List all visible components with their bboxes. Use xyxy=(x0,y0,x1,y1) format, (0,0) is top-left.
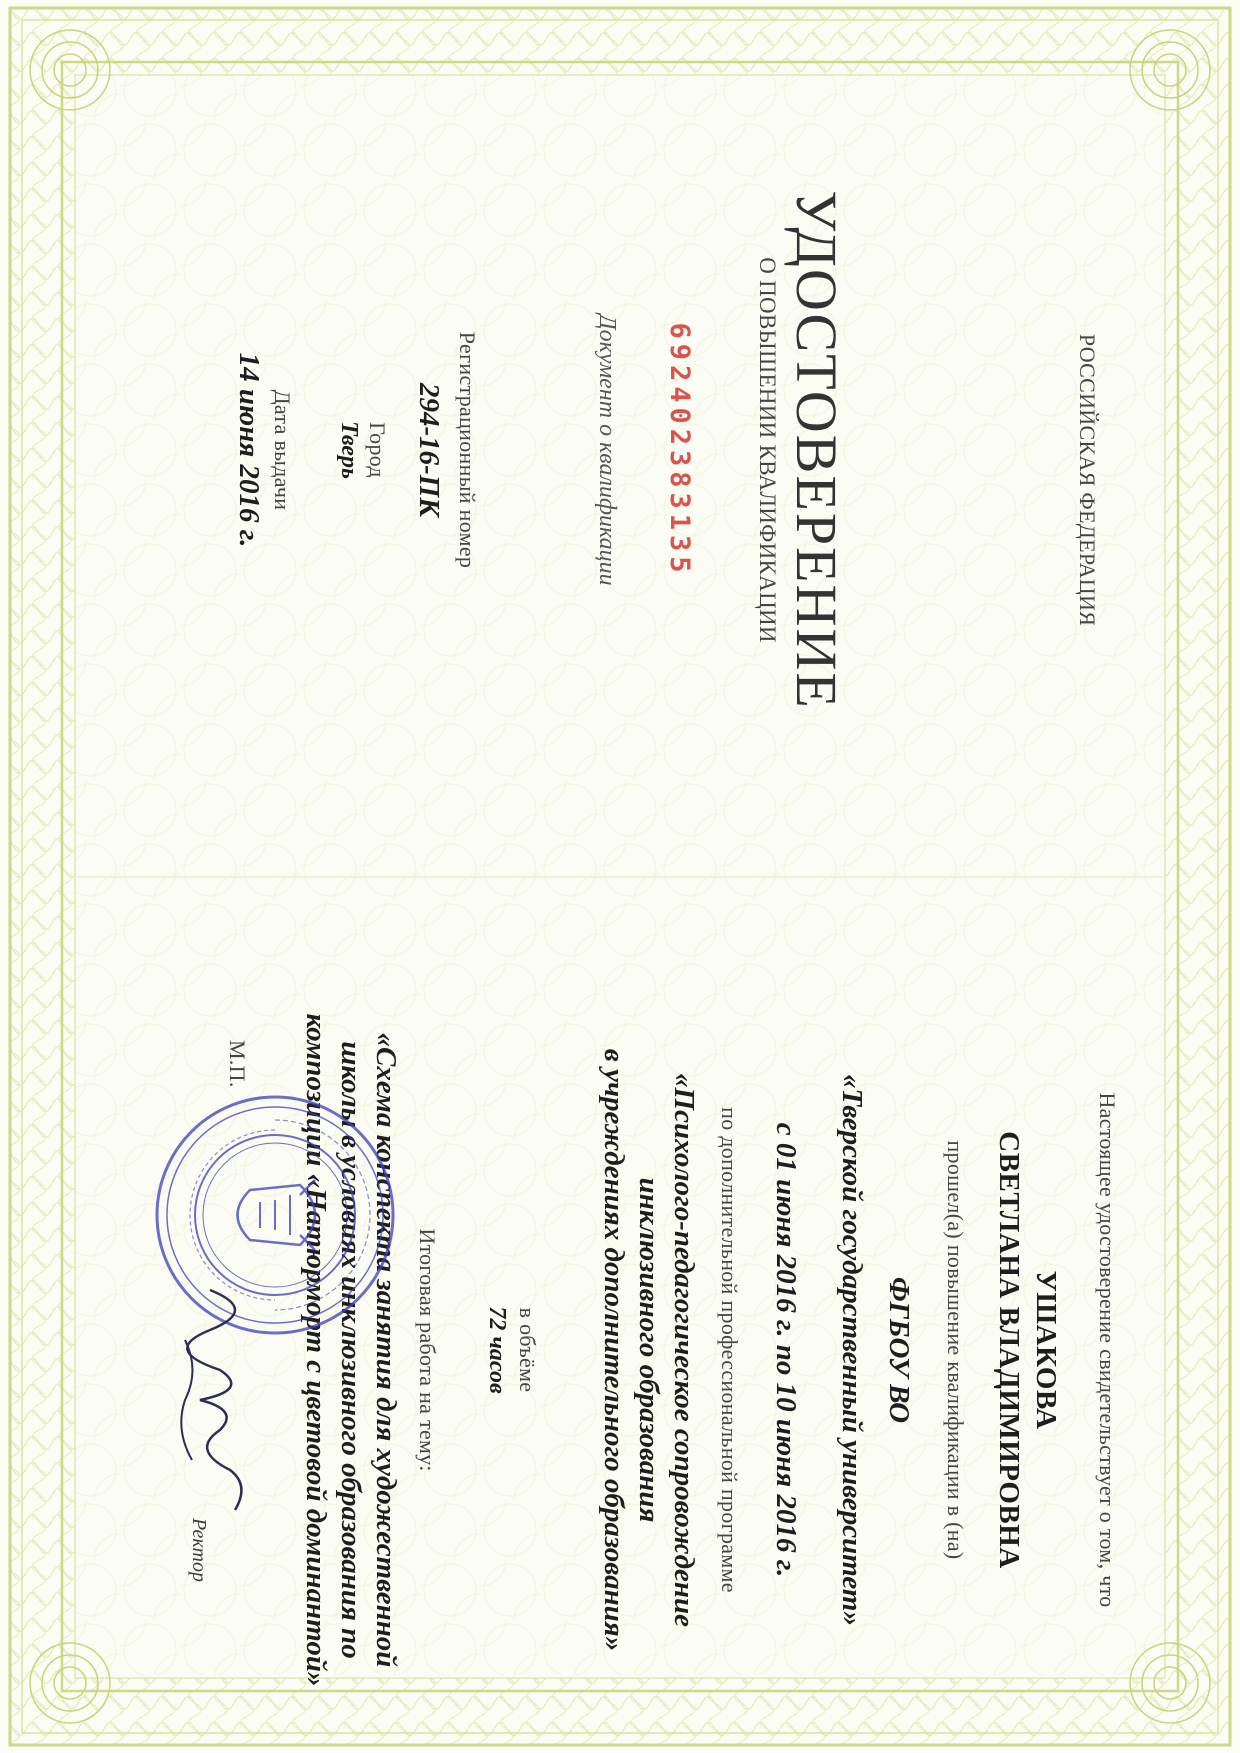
city-value: Тверь xyxy=(336,421,362,479)
thesis-line-1: «Схема конспекта занятия для художественной xyxy=(370,1032,402,1668)
holder-surname: УШАКОВА xyxy=(1030,1270,1062,1430)
city-label: Город xyxy=(365,422,390,478)
program-label: по дополнительной профессиональной программе xyxy=(717,1107,742,1593)
program-line-1: «Психолого-педагогическое сопровождение xyxy=(668,1073,700,1627)
stamp-mark-label: М.П. xyxy=(225,1040,250,1088)
reg-number-label: Регистрационный номер xyxy=(455,331,480,569)
study-period: с 01 июня 2016 г. по 10 июня 2016 г. xyxy=(770,1122,802,1578)
serial-number: 692402383135 xyxy=(664,322,695,578)
volume-value: 72 часов xyxy=(484,1306,510,1394)
org-short: ФГБОУ ВО xyxy=(883,1276,915,1424)
issue-date-value: 14 июня 2016 г. xyxy=(233,352,265,548)
country-label: РОССИЙСКАЯ ФЕДЕРАЦИЯ xyxy=(1075,333,1100,627)
thesis-line-3: композиции «Натюрморт с цветовой доминантой» xyxy=(300,1013,332,1687)
certificate-subtitle: О ПОВЫШЕНИИ КВАЛИФИКАЦИИ xyxy=(755,257,780,643)
reg-number-value: 294-16-ПК xyxy=(413,382,445,518)
volume-label: в объёме xyxy=(515,1307,540,1393)
intro-text: Настоящее удостоверение свидетельствует о том, что xyxy=(1095,1092,1120,1608)
holder-given-names: СВЕТЛАНА ВЛАДИМИРОВНА xyxy=(993,1131,1025,1569)
program-line-3: в учреждениях дополнительного образования» xyxy=(598,1048,630,1652)
program-line-2: инклюзивного образования xyxy=(633,1177,665,1523)
document-type: Документ о квалификации xyxy=(594,314,620,586)
thesis-line-2: школы в условиях инклюзивного образования по xyxy=(335,1041,367,1659)
issue-date-label: Дата выдачи xyxy=(270,389,295,511)
certificate-title: УДОСТОВЕРЕНИЕ xyxy=(784,190,849,710)
org-full: «Тверской государственный университет» xyxy=(836,1074,868,1626)
thesis-label: Итоговая работа на тему: xyxy=(415,1228,440,1472)
signer-role: Ректор xyxy=(188,1518,210,1582)
passed-text: прошел(а) повышение квалификации в (на) xyxy=(943,1140,968,1560)
